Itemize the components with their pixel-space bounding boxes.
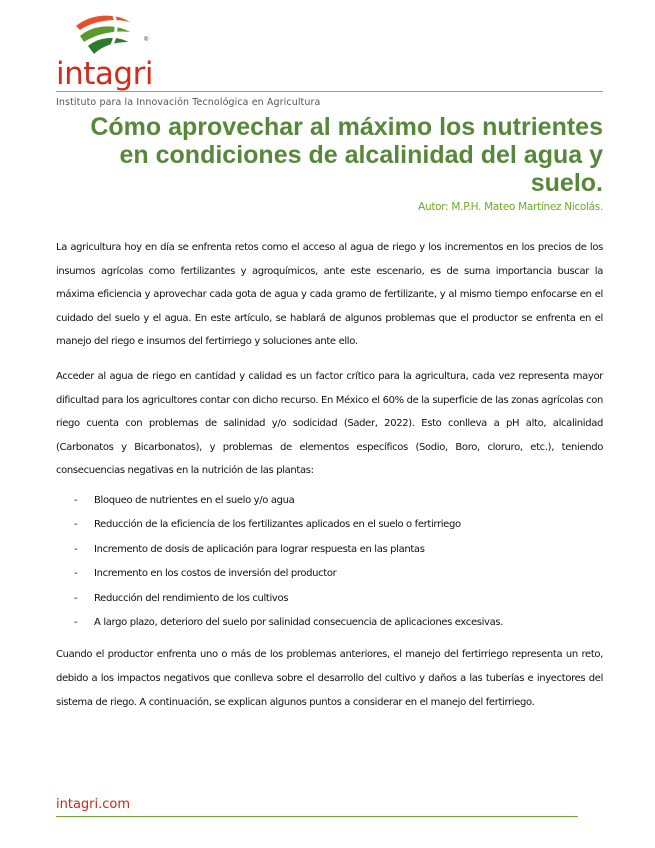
paragraph-intro: La agricultura hoy en día se enfrenta retos como el acceso al agua de riego y los incrementos en los precios de los insumos agrícolas como fertilizantes y agroquímicos, ante este escenario, es de suma importancia buscar la máxima eficiencia y aprovechar cada gota de agua y cada gramo de fertilizante, y al mismo tiempo enfocarse en el cuidado del suelo y el agua. En este artículo, se hablará de algunos problemas que el productor se enfrenta en el manejo del riego e insumos del fertirriego y soluciones ante ello. — [56, 242, 603, 348]
leaf-emblem-icon — [74, 12, 134, 56]
consequences-list — [56, 489, 603, 635]
article-author: Autor: M.P.H. Mateo Martínez Nicolás. — [418, 201, 603, 213]
list-item: - Reducción del rendimiento de los cultivos — [74, 592, 289, 604]
list-item: - Incremento de dosis de aplicación para lograr respuesta en las plantas — [74, 543, 425, 555]
list-item: - Incremento en los costos de inversión del productor — [74, 568, 337, 580]
article-title: Cómo aprovechar al máximo los nutrientes en condiciones de alcalinidad del agua y suelo. — [90, 113, 603, 197]
footer-website-link[interactable]: intagri.com — [56, 797, 131, 812]
footer-divider — [56, 816, 578, 817]
institute-tagline: Instituto para la Innovación Tecnológica en Agricultura — [56, 97, 321, 108]
registered-mark: ® — [144, 37, 149, 43]
paragraph-water-access: Acceder al agua de riego en cantidad y calidad es un factor crítico para la agricultura, cada vez representa mayor dificultad para los agricultores contar con dicho recurso. En México el 60% de la superficie de las zonas agrícolas con riego cuenta con problemas de salinidad y/o sodicidad (Sader, 2022). Esto conlleva a pH alto, alcalinidad (Carbonatos y Bicarbonatos), y problemas de elementos específicos (Sodio, Boro, cloruro, etc.), teniendo consecuencias negativas en la nutrición de las plantas: — [56, 370, 603, 477]
logo-wordmark: intagri — [56, 56, 153, 92]
list-item: - Reducción de la eficiencia de los fertilizantes aplicados en el suelo o fertirriego — [74, 519, 461, 531]
paragraph-fertigation: Cuando el productor enfrenta uno o más de los problemas anteriores, el manejo del fertirriego representa un reto, debido a los impactos negativos que conlleva sobre el desarrollo del cultivo y daños a las tuberías e inyectores del sistema de riego. A continuación, se explican algunos puntos a considerar en el manejo del fertirriego. — [56, 649, 603, 708]
header-divider — [56, 91, 603, 92]
article-body — [56, 236, 603, 714]
intagri-logo — [56, 12, 166, 92]
list-item: - A largo plazo, deterioro del suelo por salinidad consecuencia de aplicaciones excesivas. — [74, 616, 504, 628]
list-item: - Bloqueo de nutrientes en el suelo y/o agua — [74, 494, 295, 506]
